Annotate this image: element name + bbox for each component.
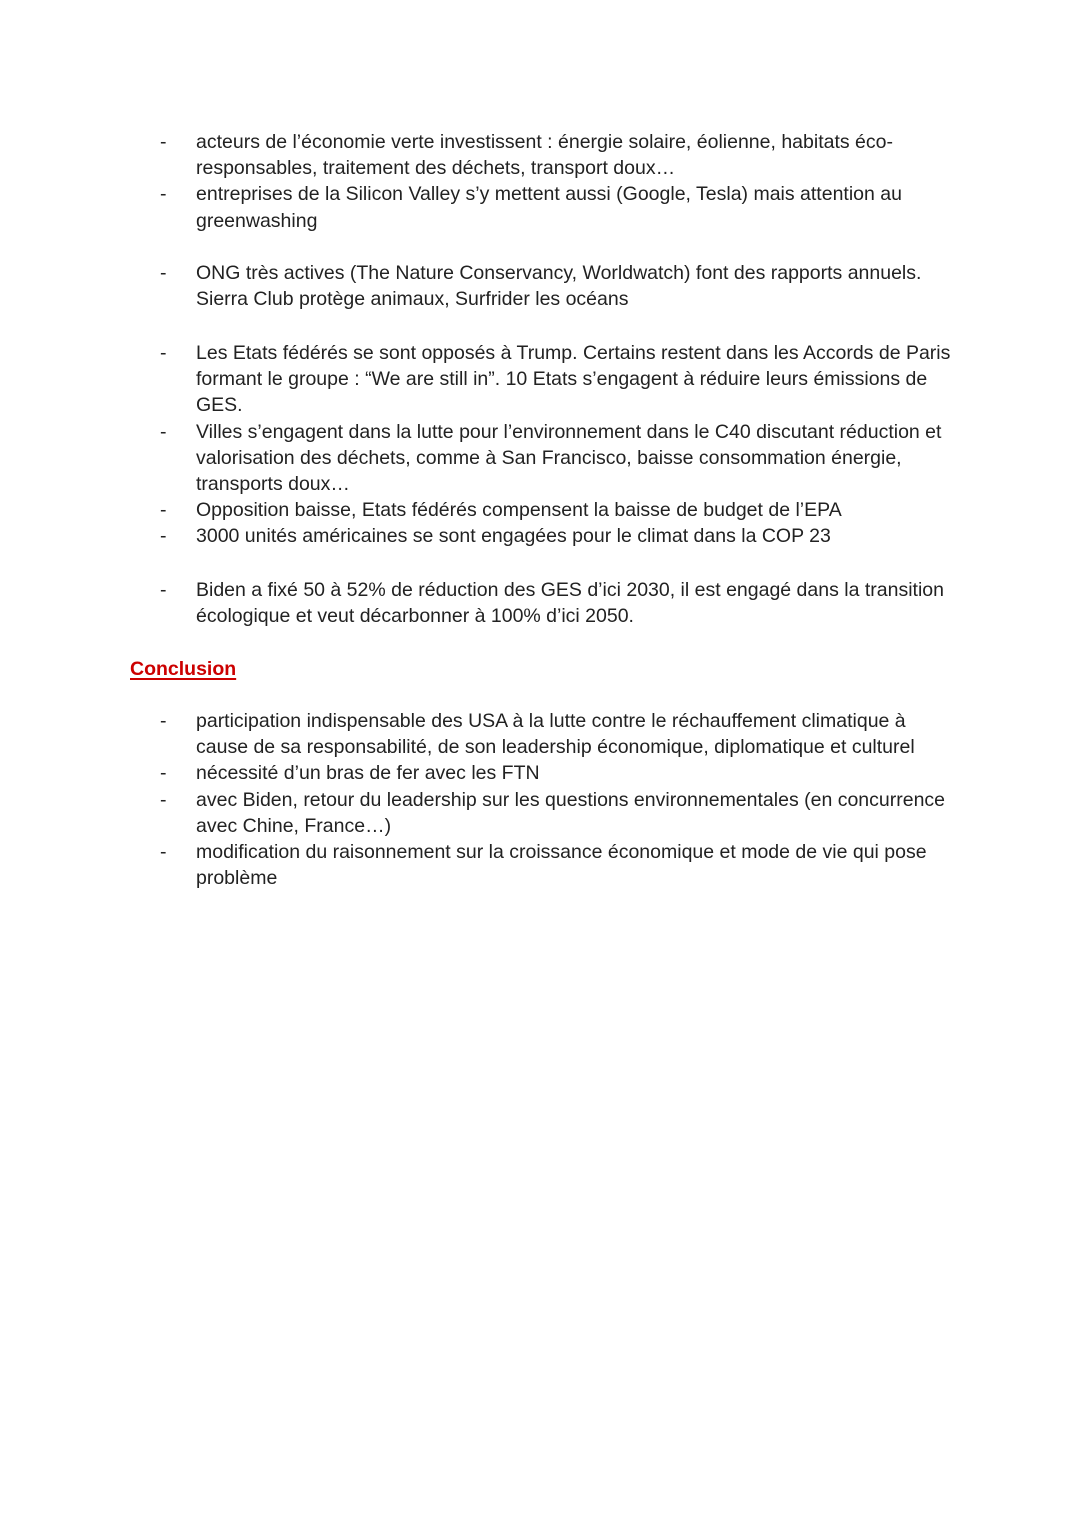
bullet-list-green-economy — [160, 129, 960, 234]
list-item-text: acteurs de l’économie verte investissent : énergie solaire, éolienne, habitats éco-responsables, traitement des déchets, transport doux… — [196, 131, 893, 180]
list-item — [160, 497, 960, 523]
list-item-text: avec Biden, retour du leadership sur les questions environnementales (en concurrence avec Chine, France…) — [196, 788, 946, 837]
list-item-text: ONG très actives (The Nature Conservancy, Worldwatch) font des rapports annuels. Sierra Club protège animaux, Surfrider les océans — [196, 262, 922, 311]
bullet-dash: - — [160, 525, 167, 548]
list-item — [160, 523, 960, 549]
bullet-dash: - — [160, 788, 167, 811]
list-item — [160, 787, 960, 839]
list-item — [160, 577, 960, 629]
list-item-text: Les Etats fédérés se sont opposés à Trump. Certains restent dans les Accords de Paris formant le groupe : “We are still in”. 10 Etats s’engagent à réduire leurs émissions de GES. — [196, 342, 951, 417]
bullet-dash: - — [160, 762, 167, 785]
list-item — [160, 760, 960, 786]
list-item-text: modification du raisonnement sur la croissance économique et mode de vie qui pose problème — [196, 841, 927, 890]
bullet-list-conclusion — [160, 708, 960, 891]
list-item — [160, 260, 960, 312]
bullet-list-ngo — [160, 260, 960, 312]
list-item — [160, 129, 960, 181]
bullet-dash: - — [160, 710, 167, 732]
bullet-dash: - — [160, 342, 167, 364]
bullet-dash: - — [160, 420, 167, 443]
conclusion-heading: Conclusion — [130, 658, 237, 680]
list-item-text: Villes s’engagent dans la lutte pour l’environnement dans le C40 discutant réduction et valorisation des déchets, comme à San Francisco, baisse consommation énergie, transports doux… — [196, 420, 942, 496]
bullet-list-federated-states — [160, 340, 960, 550]
list-item-text: participation indispensable des USA à la lutte contre le réchauffement climatique à cause de sa responsabilité, de son leadership économique, diplomatique et culturel — [196, 710, 915, 759]
bullet-dash: - — [160, 131, 167, 153]
bullet-dash: - — [160, 499, 167, 522]
list-item-text: Biden a fixé 50 à 52% de réduction des GES d’ici 2030, il est engagé dans la transition écologique et veut décarbonner à 100% d’ici 2050. — [196, 579, 944, 628]
list-item-text: nécessité d’un bras de fer avec les FTN — [196, 762, 540, 785]
bullet-dash: - — [160, 841, 167, 864]
bullet-dash: - — [160, 183, 167, 206]
list-item — [160, 181, 960, 233]
bullet-dash: - — [160, 579, 167, 601]
list-item — [160, 340, 960, 419]
bullet-dash: - — [160, 262, 167, 284]
list-item — [160, 708, 960, 760]
list-item — [160, 419, 960, 498]
list-item-text: 3000 unités américaines se sont engagées pour le climat dans la COP 23 — [196, 525, 831, 548]
bullet-list-biden — [160, 577, 960, 629]
list-item-text: Opposition baisse, Etats fédérés compensent la baisse de budget de l’EPA — [196, 499, 842, 522]
list-item-text: entreprises de la Silicon Valley s’y mettent aussi (Google, Tesla) mais attention au greenwashing — [196, 183, 902, 232]
list-item — [160, 839, 960, 891]
